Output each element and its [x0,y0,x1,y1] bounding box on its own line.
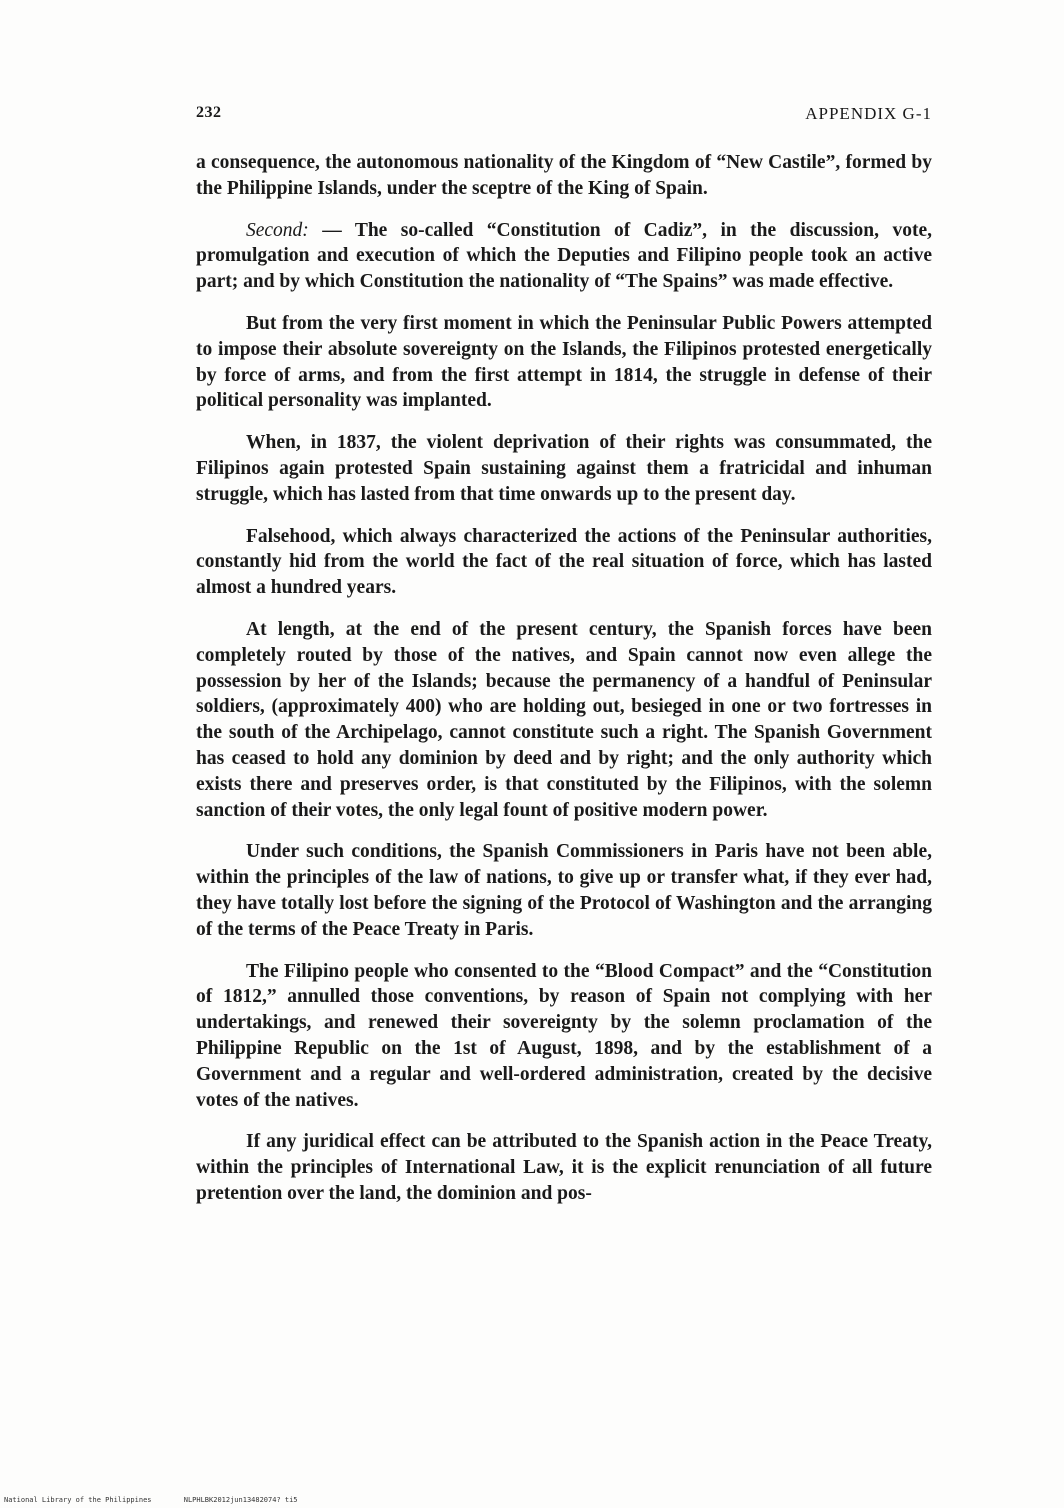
footer-scan-id: NLPHLBK2012jun13482074? ti5 [183,1496,298,1504]
paragraph: Under such conditions, the Spanish Commissioners in Paris have not been able, within the principles of the law of nations, to give up or transfer what, if they ever had, they have totally lost before the signing of the Protocol of Washington and the arranging of the terms of the Peace Treaty in Paris. [196,841,932,940]
paragraph: But from the very first moment in which the Peninsular Public Powers attempted to impose their absolute sovereignty on the Islands, the Filipinos protested energetically by force of arms, and from the first attempt in 1814, the struggle in defense of their political personality was implanted. [196,312,932,412]
paragraph: The Filipino people who consented to the “Blood Compact” and the “Constitution of 1812,” annulled those conventions, by reason of Spain not complying with her undertakings, and renewed their sovereignty by the solemn proclamation of the Philippine Republic on the 1st of August, 1898, and by the establishment of a Government and a regular and well-ordered administration, created by the decisive votes of the natives. [196,960,932,1111]
page-number: 232 [196,104,222,121]
paragraph: When, in 1837, the violent deprivation of their rights was consummated, the Filipinos again protested Spain sustaining against them a fratricidal and inhuman struggle, which has lasted from that time onwards up to the present day. [196,432,932,505]
body-text [196,150,932,1223]
paragraph: Falsehood, which always characterized the actions of the Peninsular authorities, constantly hid from the world the fact of the real situation of force, which has lasted almost a hundred years. [196,525,932,599]
running-head: APPENDIX G-1 [805,104,932,123]
page-header [196,104,932,128]
footer-library: National Library of the Philippines [4,1496,152,1504]
paragraph-second [196,218,932,295]
paragraph-label: Second: [246,219,309,241]
paragraph: At length, at the end of the present century, the Spanish forces have been completely routed by those of the natives, and Spain cannot now even allege the possession by her of the Islands; because the permanency of a handful of Peninsular soldiers, (approximately 400) who are holding out, besieged in one or two fortresses in the south of the Archipelago, cannot constitute such a right. The Spanish Government has ceased to hold any dominion by deed and by right; and the only authority which exists there and preserves order, is that constituted by the Filipinos, with the solemn sanction of their votes, the only legal fount of positive modern power. [196,618,932,821]
scan-footer [4,1496,326,1504]
paragraph-text: — The so-called “Constitution of Cadiz”, in the discussion, vote, promulgation and execution of which the Deputies and Filipino people took an active part; and by which Constitution the nationality of “The Spains” was made effective. [196,219,932,293]
paragraph-continuation: a consequence, the autonomous nationality of the Kingdom of “New Castile”, formed by the Philippine Islands, under the sceptre of the King of Spain. [196,152,932,199]
paragraph: If any juridical effect can be attributed to the Spanish action in the Peace Treaty, within the principles of International Law, it is the explicit renunciation of all future pretention over the land, the dominion and pos- [196,1131,932,1204]
